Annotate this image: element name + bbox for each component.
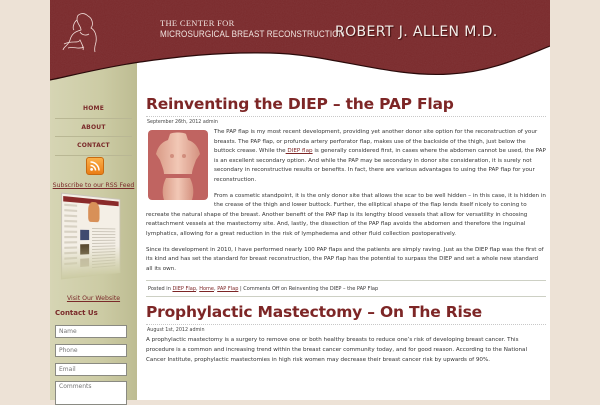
post-list [146,95,546,371]
website-thumbnail[interactable] [61,193,120,280]
diep-flap-link[interactable]: DIEP flap [285,148,313,155]
contact-title: Contact Us [55,309,98,317]
post-paragraph: From a cosmetic standpoint, it is the only donor site that allows the scar to be well hidden – in this case, it is hidden in the crease of the thigh and lower buttock. Further, the elliptical shape of the flap lends itself nicely to coning to recreate the natural shape of the breast. Another benefit of the PAP flap is its lengthy blood vessels that allow for versatility in choosing reattachment vessels at the mastectomy site. And, lastly, the dissection of the PAP flap avoids the abdomen and therefore the inguinal lymphatics, allowing for a great reduction in the risk of lymphedema and other fluid collection postoperatively. [146,192,546,237]
post-body [146,336,546,365]
post-meta: August 1st, 2012 admin [146,324,546,336]
doctor-name: ROBERT J. ALLEN M.D. [335,24,498,40]
nav-contact[interactable]: CONTACT [55,137,132,156]
comments-status: | Comments Off on Reinventing the DIEP – the PAP Flap [238,286,379,293]
visit-website-link[interactable]: Visit Our Website [66,295,121,302]
category-link-diep-flap[interactable]: DIEP Flap [172,286,197,293]
post-body [146,128,546,274]
contact-comments-field[interactable] [55,381,127,405]
post [146,95,546,297]
post-meta: September 26th, 2012 admin [146,116,546,128]
rss-icon[interactable] [86,157,104,175]
post-title-link[interactable]: Prophylactic Mastectomy – On The Rise [146,303,482,322]
torso-illustration-image [148,130,208,200]
main-nav [55,100,132,156]
header-banner [50,0,550,90]
post-paragraph: Since its development in 2010, I have performed nearly 100 PAP flaps and the patients are simply raving. Just as the DIEP flap was the first of its kind and has set the standard for breast reconstruction, the PAP flap has the potential to surpass the DIEP and set a whole new standard all its own. [146,246,544,272]
contact-name-field[interactable] [55,325,127,338]
post-paragraph: A prophylactic mastectomy is a surgery to remove one or both healthy breasts to reduce one’s risk of developing breast cancer. This procedure is a common and increasing trend within the breast cancer community today, and for good reason. According to the National Cancer Institute, prophylactic mastectomies in high risk women may decrease their breast cancer risk by upwards of 90%. [146,337,528,363]
category-link-pap-flap[interactable]: PAP Flap [217,286,239,293]
post-title-link[interactable]: Reinventing the DIEP – the PAP Flap [146,95,454,113]
post [146,303,546,365]
post-paragraph: The PAP flap is my most recent development, providing yet another donor site option for the reconstruction of your breasts. The PAP flap, or profunda artery perforator flap, makes use of the backside of the thigh, just below the buttock crease. While the DIEP flap is generally considered first, in cases where the abdomen cannot be used, the PAP is an excellent secondary option. And while the PAP may be secondary in donor site consideration, it is surely not secondary in reconstructive results or benefits. In fact, there are various advantages to using the PAP flap for your reconstruction. [214,129,546,183]
category-link-home[interactable]: Home [199,286,214,293]
site-header [50,0,550,90]
rss-subscribe-link[interactable]: Subscribe to our RSS Feed [52,182,135,189]
contact-phone-field[interactable] [55,344,127,357]
nav-about[interactable]: ABOUT [55,119,132,138]
post-footer: Posted in DIEP Flap, Home, PAP Flap | Comments Off on Reinventing the DIEP – the PAP Flap [146,280,546,297]
logo-line-2: MICROSURGICAL BREAST RECONSTRUCTION [160,28,345,39]
logo-line-1: THE CENTER FOR [160,18,235,28]
contact-email-field[interactable] [55,363,127,376]
nav-home[interactable]: HOME [55,100,132,119]
